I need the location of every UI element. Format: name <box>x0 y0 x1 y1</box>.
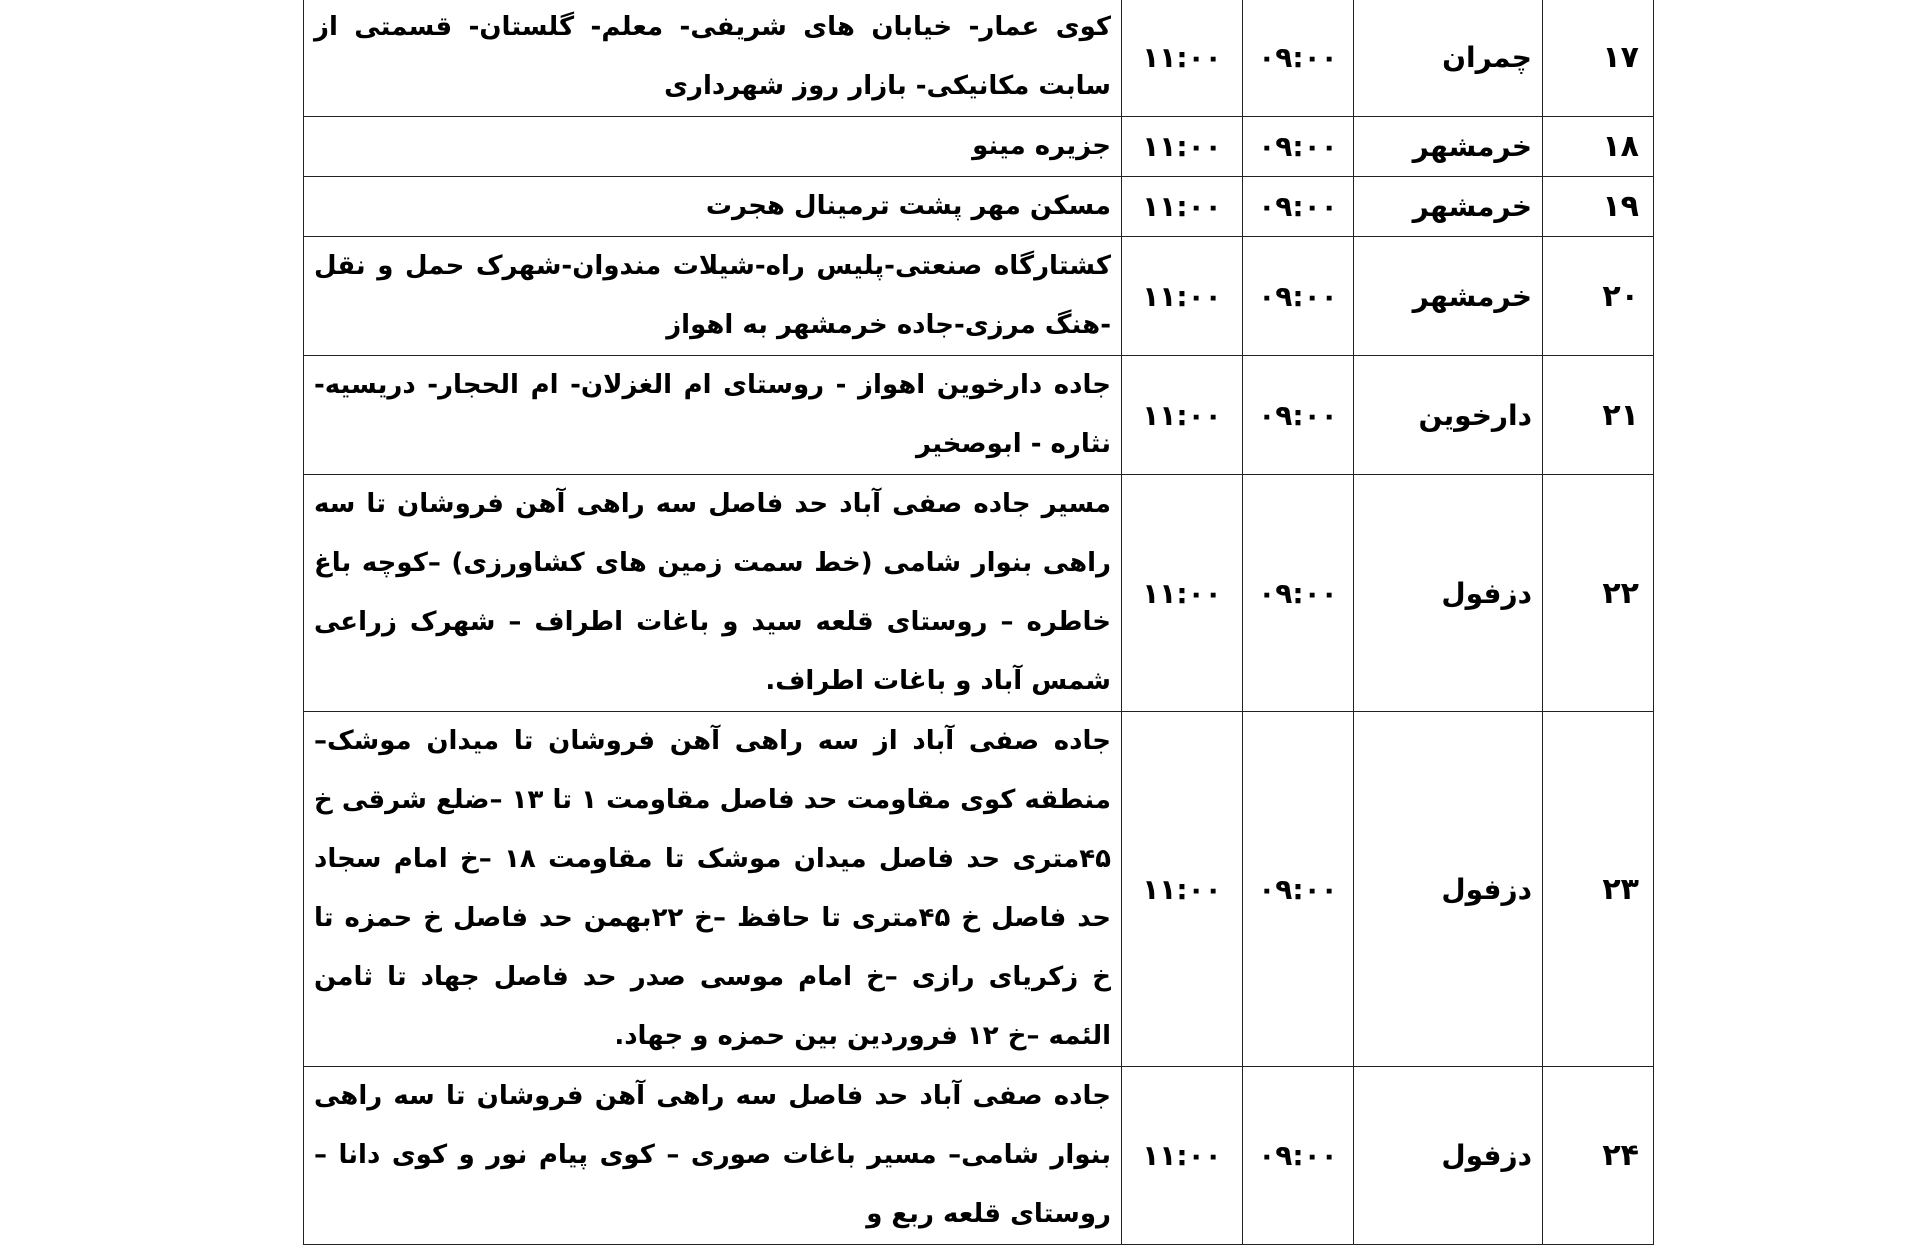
start-time: ۰۹:۰۰ <box>1258 576 1338 610</box>
row-number: ۲۰ <box>1543 237 1654 356</box>
start-time: ۰۹:۰۰ <box>1258 872 1338 906</box>
city-cell: چمران <box>1354 0 1543 117</box>
table-row <box>304 237 1654 356</box>
areas-cell: جزیره مینو <box>304 117 1122 177</box>
start-time-cell <box>1243 117 1354 177</box>
row-number: ۲۱ <box>1543 356 1654 475</box>
areas-cell: مسیر جاده صفی آباد حد فاصل سه راهی آهن فروشان تا سه راهی بنوار شامی (خط سمت زمین های کشاورزی) –کوچه باغ خاطره – روستای قلعه سید و باغات اطراف – شهرک زراعی شمس آباد و باغات اطراف. <box>304 475 1122 712</box>
end-time: ۱۱:۰۰ <box>1142 398 1222 432</box>
start-time: ۰۹:۰۰ <box>1258 398 1338 432</box>
city-cell: خرمشهر <box>1354 117 1543 177</box>
table-row <box>304 0 1654 117</box>
end-time-cell <box>1122 0 1243 117</box>
table-row <box>304 117 1654 177</box>
start-time-cell <box>1243 0 1354 117</box>
end-time-cell <box>1122 475 1243 712</box>
row-number: ۲۲ <box>1543 475 1654 712</box>
end-time: ۱۱:۰۰ <box>1142 279 1222 313</box>
row-number: ۲۴ <box>1543 1067 1654 1245</box>
city-cell: دزفول <box>1354 1067 1543 1245</box>
end-time-cell <box>1122 356 1243 475</box>
start-time-cell <box>1243 712 1354 1067</box>
city-cell: دزفول <box>1354 475 1543 712</box>
table-row <box>304 356 1654 475</box>
row-number: ۱۸ <box>1543 117 1654 177</box>
areas-cell: مسکن مهر پشت ترمینال هجرت <box>304 177 1122 237</box>
start-time: ۰۹:۰۰ <box>1258 130 1338 163</box>
row-number: ۱۹ <box>1543 177 1654 237</box>
row-number: ۲۳ <box>1543 712 1654 1067</box>
city-cell: خرمشهر <box>1354 237 1543 356</box>
start-time: ۰۹:۰۰ <box>1258 190 1338 223</box>
start-time: ۰۹:۰۰ <box>1258 40 1338 74</box>
start-time-cell <box>1243 237 1354 356</box>
areas-cell: جاده صفی آباد حد فاصل سه راهی آهن فروشان تا سه راهی بنوار شامی– مسیر باغات صوری – کوی پیام نور و کوی دانا – روستای قلعه ربع و <box>304 1067 1122 1245</box>
end-time: ۱۱:۰۰ <box>1142 1139 1222 1172</box>
end-time: ۱۱:۰۰ <box>1142 872 1222 906</box>
areas-cell: کشتارگاه صنعتی-پلیس راه-شیلات مندوان-شهرک حمل و نقل -هنگ مرزی-جاده خرمشهر به اهواز <box>304 237 1122 356</box>
areas-cell: جاده دارخوین اهواز - روستای ام الغزلان- ام الحجار- دریسیه- نثاره - ابوصخیر <box>304 356 1122 475</box>
start-time-cell <box>1243 177 1354 237</box>
end-time-cell <box>1122 117 1243 177</box>
end-time: ۱۱:۰۰ <box>1142 190 1222 223</box>
end-time: ۱۱:۰۰ <box>1142 130 1222 163</box>
outage-schedule-table <box>303 0 1654 1245</box>
city-cell: خرمشهر <box>1354 177 1543 237</box>
start-time-cell <box>1243 475 1354 712</box>
table-row <box>304 712 1654 1067</box>
end-time-cell <box>1122 237 1243 356</box>
areas-cell: کوی عمار- خیابان های شریفی- معلم- گلستان- قسمتی از سابت مکانیکی- بازار روز شهرداری <box>304 0 1122 117</box>
end-time: ۱۱:۰۰ <box>1142 40 1222 74</box>
areas-cell: جاده صفی آباد از سه راهی آهن فروشان تا میدان موشک– منطقه کوی مقاومت حد فاصل مقاومت ۱ تا ۱۳ –ضلع شرقی خ ۴۵متری حد فاصل میدان موشک تا مقاومت ۱۸ –خ امام سجاد حد فاصل خ ۴۵متری تا حافظ –خ ۲۲بهمن حد فاصل خ حمزه تا خ زکریای رازی –خ امام موسی صدر حد فاصل جهاد تا ثامن الئمه –خ ۱۲ فروردین بین حمزه و جهاد. <box>304 712 1122 1067</box>
end-time-cell <box>1122 1067 1243 1245</box>
table-row <box>304 177 1654 237</box>
end-time-cell <box>1122 177 1243 237</box>
end-time-cell <box>1122 712 1243 1067</box>
start-time: ۰۹:۰۰ <box>1258 279 1338 313</box>
table-row <box>304 475 1654 712</box>
start-time-cell <box>1243 1067 1354 1245</box>
table-row <box>304 1067 1654 1245</box>
city-cell: دارخوین <box>1354 356 1543 475</box>
end-time: ۱۱:۰۰ <box>1142 576 1222 610</box>
row-number: ۱۷ <box>1543 0 1654 117</box>
city-cell: دزفول <box>1354 712 1543 1067</box>
start-time: ۰۹:۰۰ <box>1258 1139 1338 1172</box>
start-time-cell <box>1243 356 1354 475</box>
